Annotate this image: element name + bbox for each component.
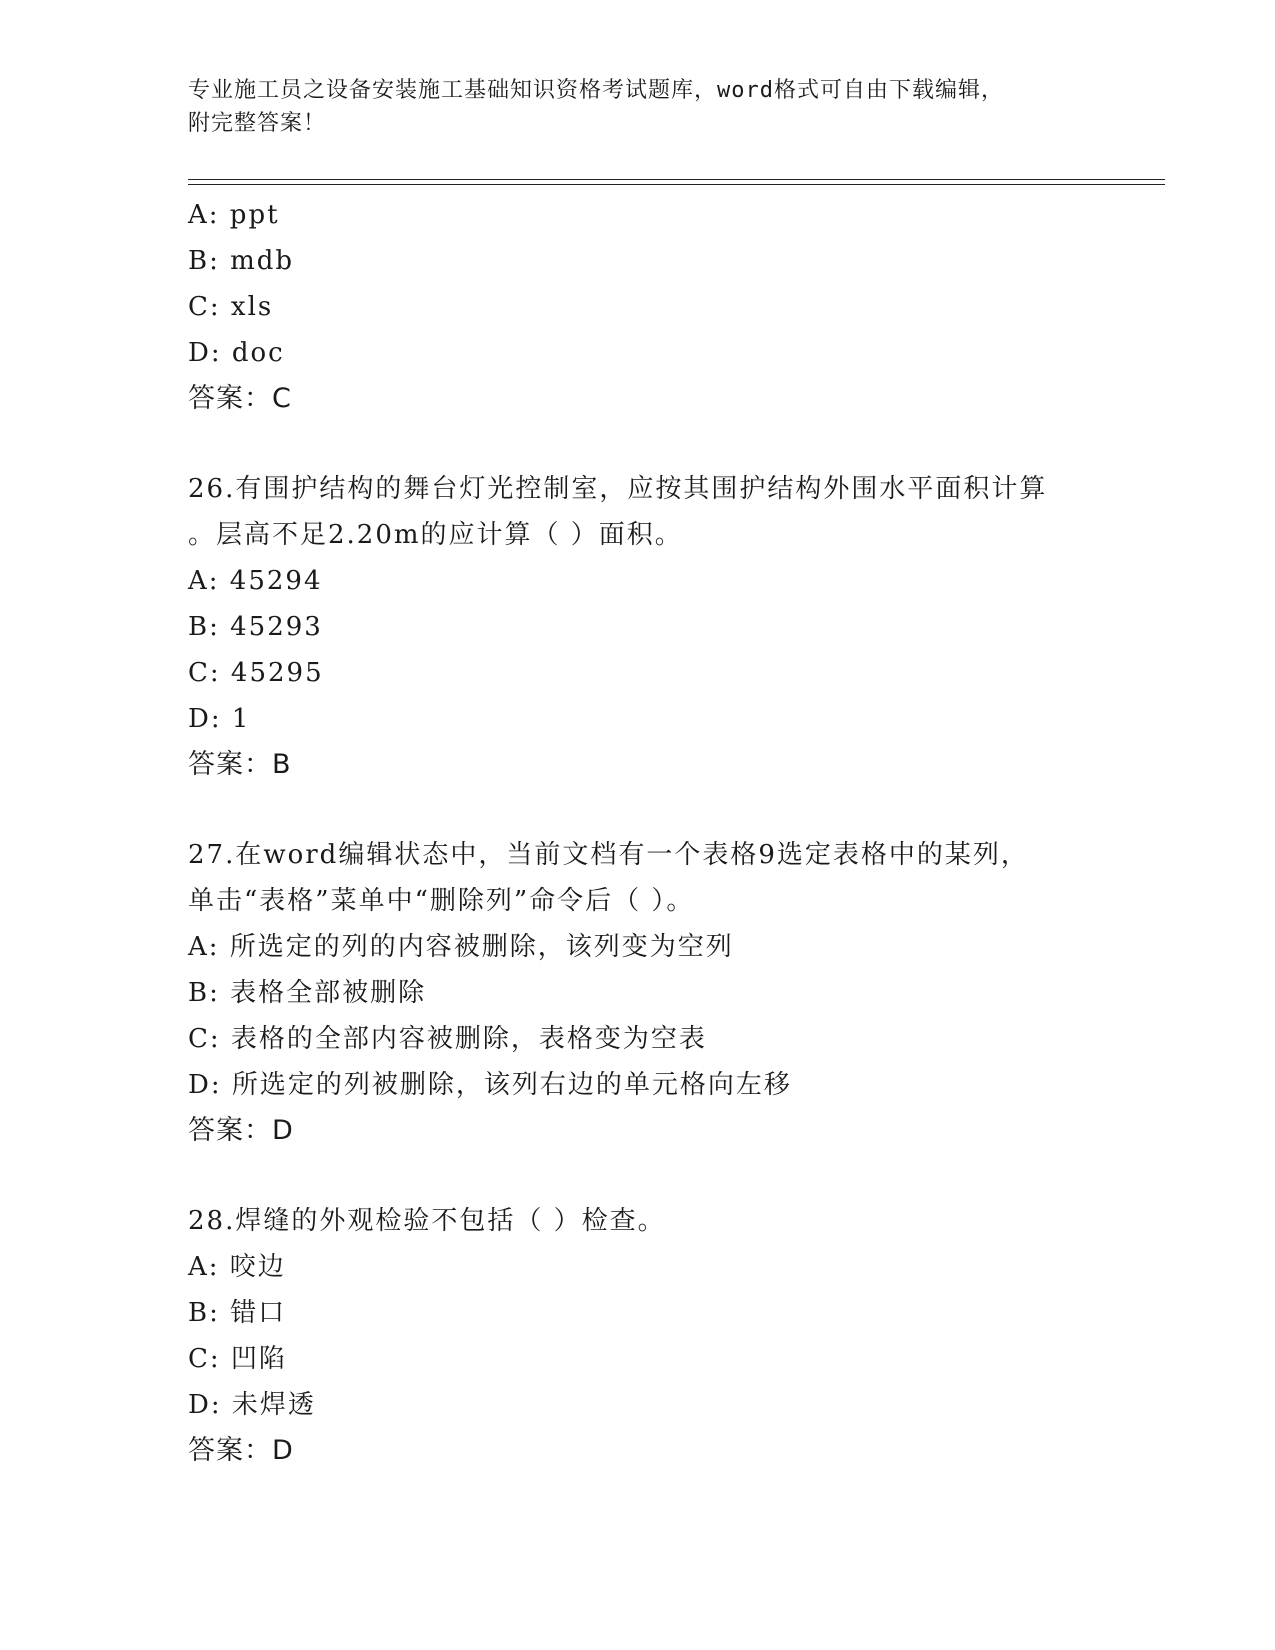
option-b: B: 错口 <box>188 1298 287 1328</box>
question-list <box>188 192 1165 1474</box>
option-b: B: 45293 <box>188 612 323 642</box>
option-d: D: doc <box>188 338 285 368</box>
header-divider-top <box>188 179 1165 180</box>
option-d: D: 1 <box>188 704 251 734</box>
option-c: C: 凹陷 <box>188 1344 287 1374</box>
question-text-line-1: 26.有围护结构的舞台灯光控制室，应按其围护结构外围水平面积计算 <box>188 474 1048 504</box>
question-text-line-1: 27.在word编辑状态中，当前文档有一个表格9选定表格中的某列， <box>188 840 1029 870</box>
option-d: D: 未焊透 <box>188 1390 316 1420</box>
question-text-line-2: 单击“表格”菜单中“删除列”命令后（ ）。 <box>188 886 695 916</box>
document-header <box>188 74 1088 140</box>
option-c: C: xls <box>188 292 274 322</box>
option-c: C: 45295 <box>188 658 324 688</box>
option-a: A: 45294 <box>188 566 323 596</box>
header-divider-bottom <box>188 184 1165 185</box>
question-text-line-2: 。层高不足2.20m的应计算（ ）面积。 <box>188 520 683 550</box>
answer: 答案：D <box>188 1115 294 1146</box>
answer: 答案：B <box>188 749 292 780</box>
question-text-line-1: 28.焊缝的外观检验不包括（ ）检查。 <box>188 1206 666 1236</box>
question-25 <box>188 192 1165 422</box>
question-26 <box>188 466 1165 788</box>
answer: 答案：D <box>188 1435 294 1466</box>
question-27 <box>188 832 1165 1154</box>
question-28 <box>188 1198 1165 1474</box>
option-a: A: 咬边 <box>188 1252 286 1282</box>
option-d: D: 所选定的列被删除，该列右边的单元格向左移 <box>188 1070 792 1100</box>
header-line-1: 专业施工员之设备安装施工基础知识资格考试题库，word格式可自由下载编辑， <box>188 78 1004 103</box>
option-c: C: 表格的全部内容被删除，表格变为空表 <box>188 1024 707 1054</box>
header-line-2: 附完整答案！ <box>188 111 327 136</box>
option-b: B: 表格全部被删除 <box>188 978 427 1008</box>
option-a: A: ppt <box>188 200 280 230</box>
option-a: A: 所选定的列的内容被删除，该列变为空列 <box>188 932 734 962</box>
option-b: B: mdb <box>188 246 295 276</box>
answer: 答案：C <box>188 383 292 414</box>
